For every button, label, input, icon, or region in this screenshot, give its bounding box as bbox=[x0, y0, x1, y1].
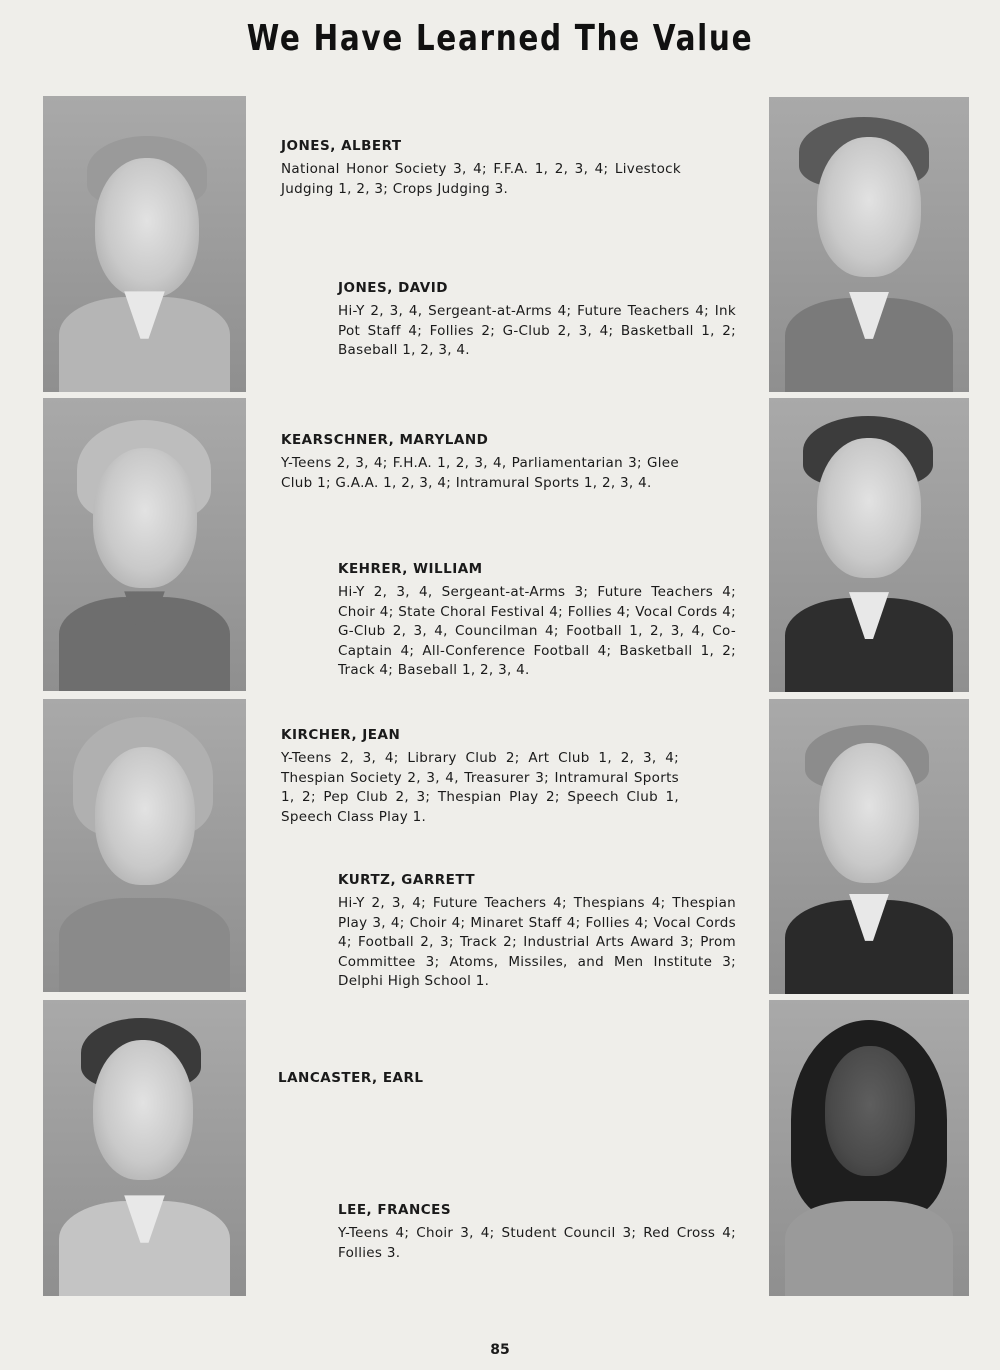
page-number: 85 bbox=[490, 1342, 510, 1358]
portrait-photo-kurtz-garrett bbox=[769, 699, 969, 994]
student-name: KEARSCHNER, MARYLAND bbox=[281, 432, 489, 448]
student-activities: Y-Teens 2, 3, 4; Library Club 2; Art Club 1, 2, 3, 4; Thespian Society 2, 3, 4, Treasurer 3; Intramural Sports 1, 2; Pep Club 2, 3; Thespian Play 2; Speech Club 1, Speech Class Play 1. bbox=[281, 750, 679, 825]
student-entry-lee-frances bbox=[338, 1202, 736, 1263]
portrait-photo-jones-albert bbox=[43, 96, 246, 392]
student-activities: Y-Teens 4; Choir 3, 4; Student Council 3; Red Cross 4; Follies 3. bbox=[338, 1225, 736, 1261]
page-title: We Have Learned The Value bbox=[246, 18, 754, 59]
student-name: KEHRER, WILLIAM bbox=[338, 561, 483, 577]
student-entry-kehrer-william bbox=[338, 561, 736, 681]
student-entry-jones-david bbox=[338, 280, 736, 361]
portrait-photo-kircher-jean bbox=[43, 699, 246, 992]
portrait-photo-lancaster-earl bbox=[43, 1000, 246, 1296]
student-name: KURTZ, GARRETT bbox=[338, 872, 476, 888]
student-activities: National Honor Society 3, 4; F.F.A. 1, 2, 3, 4; Livestock Judging 1, 2, 3; Crops Judging 3. bbox=[281, 161, 681, 197]
portrait-photo-kehrer-william bbox=[769, 398, 969, 692]
student-entry-jones-albert bbox=[281, 138, 681, 199]
student-activities: Hi-Y 2, 3, 4; Future Teachers 4; Thespians 4; Thespian Play 3, 4; Choir 4; Minaret Staff 4; Follies 4; Vocal Cords 4; Football 2, 3; Track 2; Industrial Arts Award 3; Prom Committee 3; Atoms, Missiles, and Men Institute 3; Delphi High School 1. bbox=[338, 895, 736, 989]
student-name: KIRCHER, JEAN bbox=[281, 727, 401, 743]
portrait-photo-lee-frances bbox=[769, 1000, 969, 1296]
student-activities: Hi-Y 2, 3, 4, Sergeant-at-Arms 4; Future Teachers 4; Ink Pot Staff 4; Follies 2; G-Club 2, 3, 4; Basketball 1, 2; Baseball 1, 2, 3, 4. bbox=[338, 303, 736, 358]
student-entry-kurtz-garrett bbox=[338, 872, 736, 992]
student-name: JONES, ALBERT bbox=[281, 138, 402, 154]
portrait-photo-jones-david bbox=[769, 97, 969, 392]
student-entry-kearschner-maryland bbox=[281, 432, 679, 493]
student-name: LANCASTER, EARL bbox=[278, 1070, 424, 1086]
portrait-photo-kearschner-maryland bbox=[43, 398, 246, 691]
student-activities: Y-Teens 2, 3, 4; F.H.A. 1, 2, 3, 4, Parliamentarian 3; Glee Club 1; G.A.A. 1, 2, 3, 4; Intramural Sports 1, 2, 3, 4. bbox=[281, 455, 679, 491]
student-entry-lancaster-earl bbox=[278, 1070, 676, 1092]
student-entry-kircher-jean bbox=[281, 727, 679, 827]
student-name: JONES, DAVID bbox=[338, 280, 448, 296]
student-name: LEE, FRANCES bbox=[338, 1202, 452, 1218]
student-activities: Hi-Y 2, 3, 4, Sergeant-at-Arms 3; Future Teachers 4; Choir 4; State Choral Festival 4; Follies 4; Vocal Cords 4; G-Club 2, 3, 4, Councilman 4; Football 1, 2, 3, 4, Co-Captain 4; All-Conference Football 4; Basketball 1, 2; Track 4; Baseball 1, 2, 3, 4. bbox=[338, 584, 736, 678]
